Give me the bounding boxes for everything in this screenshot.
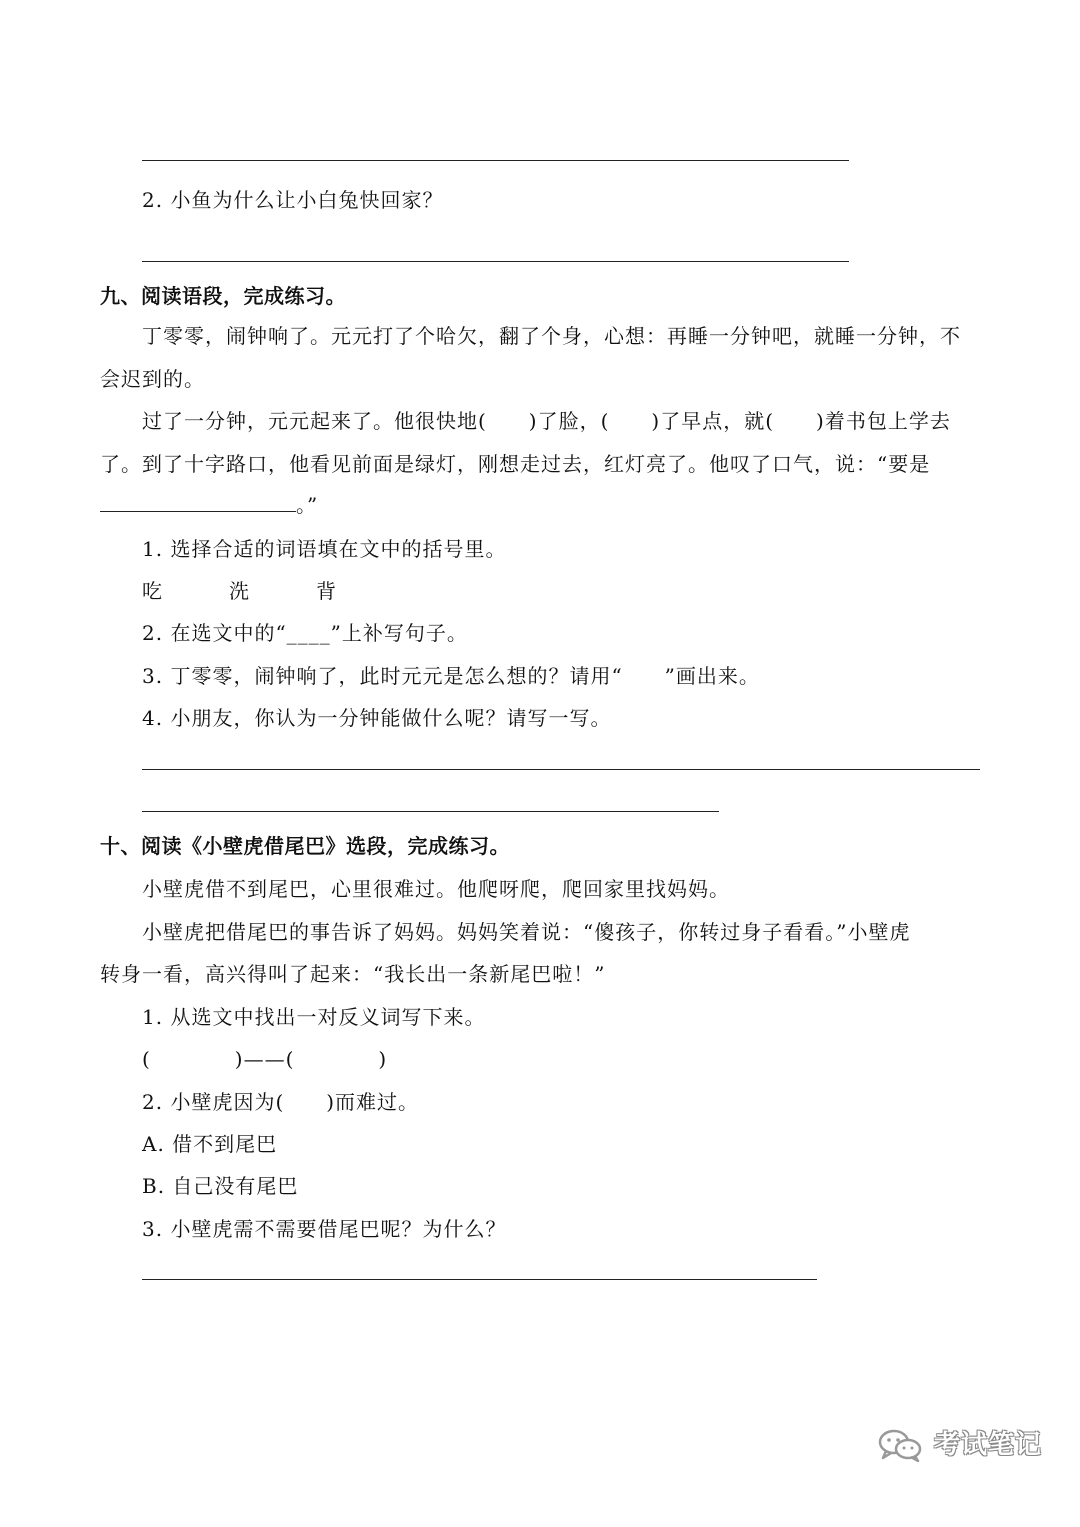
passage-line: 会迟到的。 — [100, 367, 205, 391]
question-3: 3. 丁零零，闹钟响了，此时元元是怎么想的？请用“ ”画出来。 — [142, 664, 760, 688]
question-3: 3. 小壁虎需不需要借尾巴呢？为什么？ — [142, 1217, 507, 1241]
passage-line: 过了一分钟，元元起来了。他很快地( )了脸，( )了早点，就( )着书包上学去 — [142, 409, 951, 433]
answer-line — [142, 1279, 817, 1280]
antonym-blank: ( )——( ) — [142, 1047, 388, 1071]
option-a: A. 借不到尾巴 — [142, 1132, 278, 1156]
question-4: 4. 小朋友，你认为一分钟能做什么呢？请写一写。 — [142, 706, 612, 730]
watermark-text: 考试笔记 — [934, 1430, 1043, 1460]
question-2: 2. 小壁虎因为( )而难过。 — [142, 1090, 420, 1114]
passage-line: 小壁虎借不到尾巴，心里很难过。他爬呀爬，爬回家里找妈妈。 — [142, 877, 730, 901]
word-option: 洗 — [229, 579, 250, 603]
question-2: 2. 小鱼为什么让小白兔快回家？ — [142, 188, 444, 212]
wechat-icon — [878, 1428, 924, 1462]
watermark — [878, 1426, 1058, 1466]
passage-line: 丁零零，闹钟响了。元元打了个哈欠，翻了个身，心想：再睡一分钟吧，就睡一分钟，不 — [142, 324, 961, 348]
question-2: 2. 在选文中的“____”上补写句子。 — [142, 621, 468, 645]
answer-line — [142, 160, 849, 161]
answer-line — [142, 769, 980, 770]
passage-line: 小壁虎把借尾巴的事告诉了妈妈。妈妈笑着说：“傻孩子，你转过身子看看。”小壁虎 — [142, 920, 911, 944]
passage-line: 转身一看，高兴得叫了起来：“我长出一条新尾巴啦！” — [100, 962, 606, 986]
passage-line: 了。到了十字路口，他看见前面是绿灯，刚想走过去，红灯亮了。他叹了口气，说：“要是 — [100, 452, 931, 476]
section-title: 十、阅读《小壁虎借尾巴》选段，完成练习。 — [100, 834, 510, 858]
word-option: 背 — [316, 579, 337, 603]
question-1: 1. 从选文中找出一对反义词写下来。 — [142, 1005, 486, 1029]
word-option: 吃 — [142, 579, 163, 603]
answer-line — [142, 261, 849, 262]
passage-line: 。” — [296, 493, 319, 517]
fill-in-blank — [100, 511, 296, 512]
section-title: 九、阅读语段，完成练习。 — [100, 284, 346, 308]
answer-line — [142, 811, 719, 812]
question-1: 1. 选择合适的词语填在文中的括号里。 — [142, 537, 507, 561]
option-b: B. 自己没有尾巴 — [142, 1174, 299, 1198]
